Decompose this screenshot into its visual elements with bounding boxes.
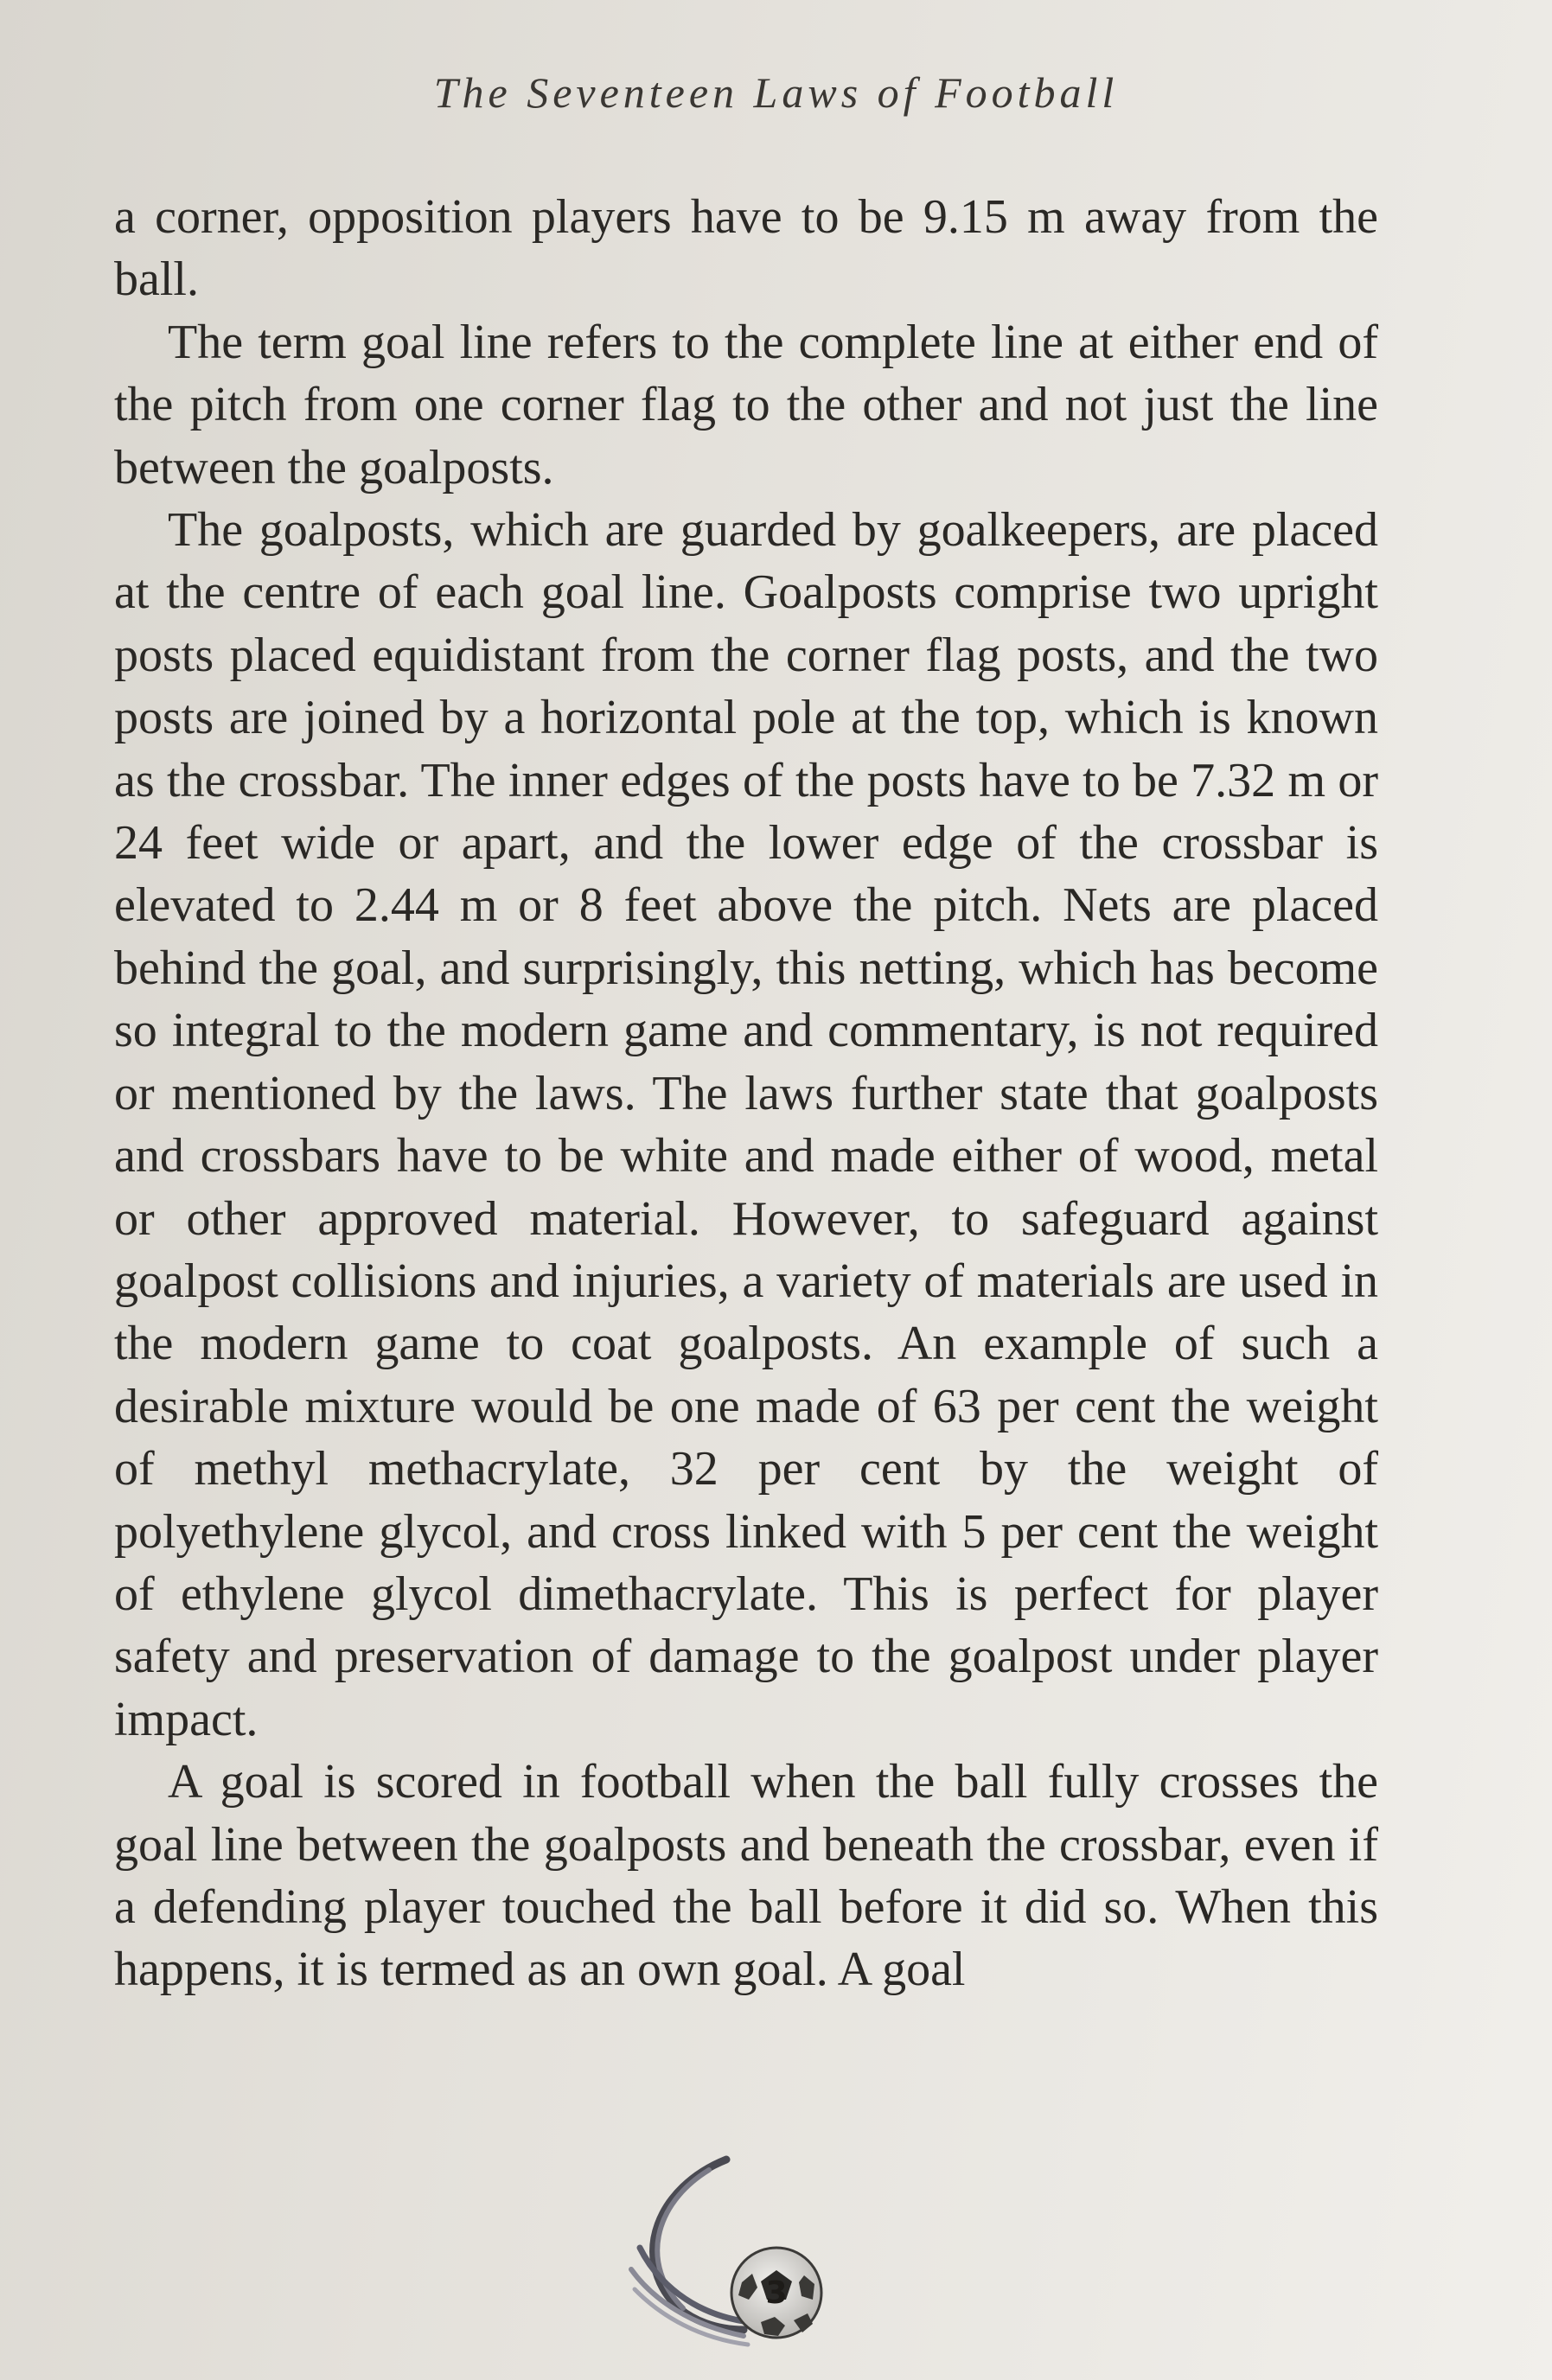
paragraph: The goalposts, which are guarded by goalkeepers, are placed at the centre of each goal line. Goalposts comprise two upright posts placed equidistant from the corner flag posts, and the two posts are joined by a horizontal pole at the top, which is known as the crossbar. The inner edges of the posts have to be 7.32 m or 24 feet wide or apart, and the lower edge of the crossbar is elevated to 2.44 m or 8 feet above the pitch. Nets are placed behind the goal, and surprisingly, this netting, which has become so integral to the modern game and commentary, is not required or mentioned by the laws. The laws further state that goalposts and crossbars have to be white and made either of wood, metal or other approved material. However, to safeguard against goalpost collisions and injuries, a variety of materials are used in the modern game to coat goalposts. An example of such a desirable mixture would be one made of 63 per cent the weight of methyl methacrylate, 32 per cent by the weight of polyethylene glycol, and cross linked with 5 per cent the weight of ethylene glycol dimethacrylate. This is perfect for player safety and preservation of damage to the goalpost under player impact.	[114, 503, 1378, 1746]
folio-ornament	[623, 2153, 847, 2360]
running-head: The Seventeen Laws of Football	[433, 68, 1119, 117]
paragraph: The term goal line refers to the complete line at either end of the pitch from one corner flag to the other and not just the line between the goalposts.	[114, 315, 1378, 495]
body-text	[114, 186, 1378, 2001]
page-number: 3	[765, 2275, 788, 2311]
football-swoosh-icon	[623, 2153, 847, 2360]
paragraph: A goal is scored in football when the ball fully crosses the goal line between the goalposts and beneath the crossbar, even if a defending player touched the ball before it did so. When this happens, it is termed as an own goal. A goal	[114, 1755, 1378, 1997]
paragraph: a corner, opposition players have to be 9.15 m away from the ball.	[114, 190, 1378, 307]
